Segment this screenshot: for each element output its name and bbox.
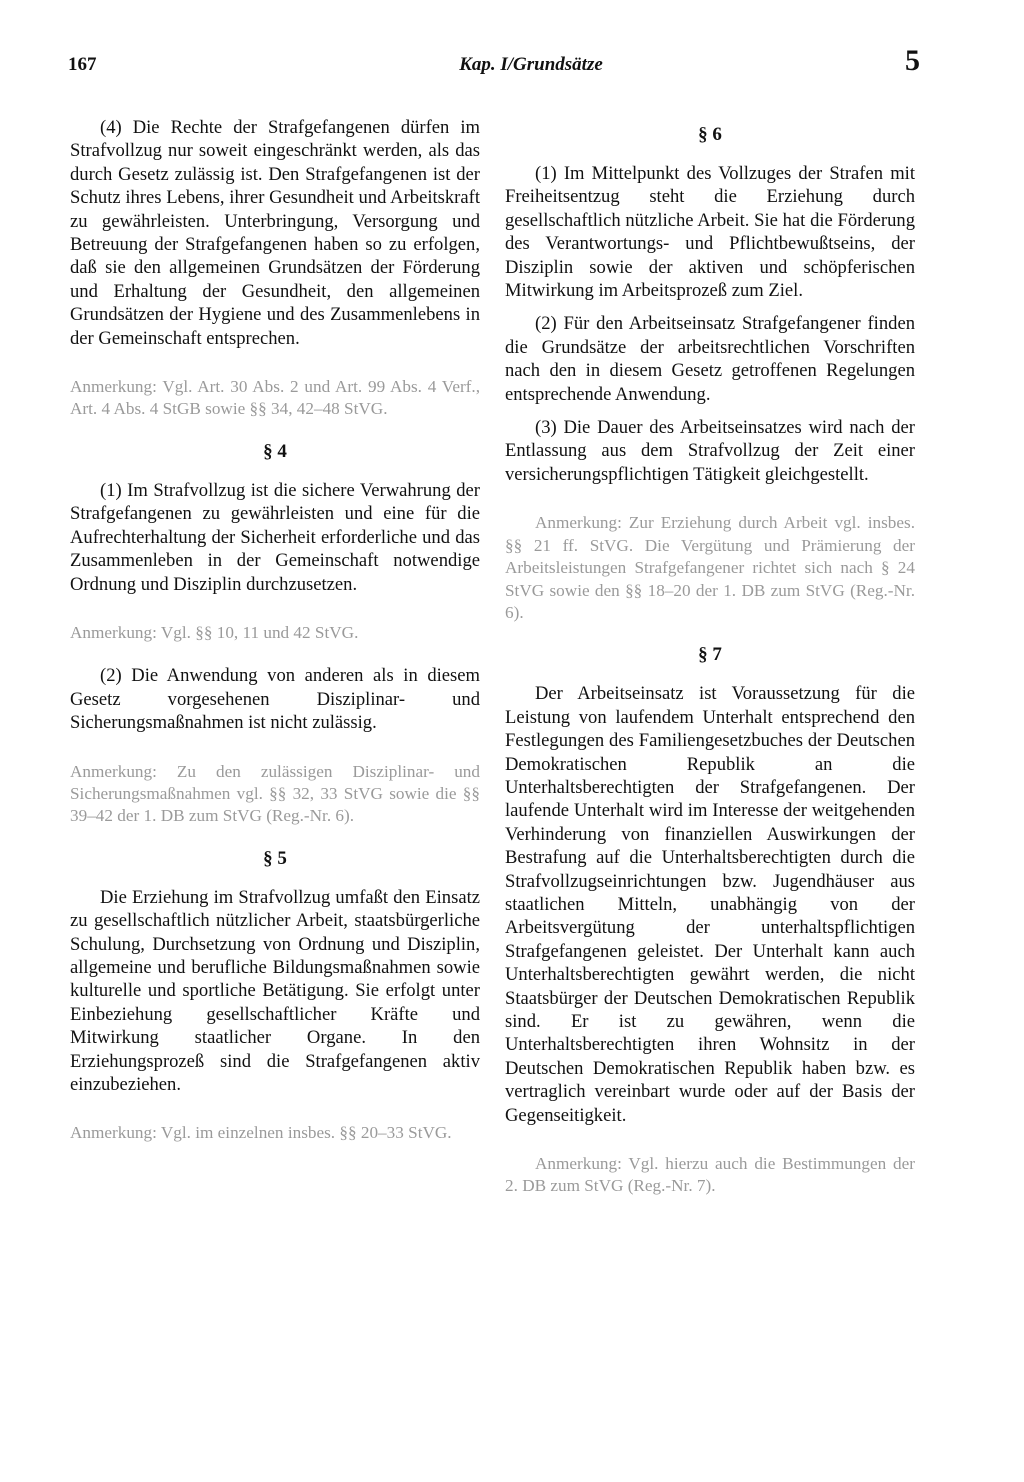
section-heading-4: § 4	[263, 440, 287, 462]
section-number: 5	[905, 44, 920, 77]
annotation-7: Anmerkung: Vgl. hierzu auch die Bestimmungen der 2. DB zum StVG (Reg.-Nr. 7).	[505, 1154, 915, 1196]
section-heading-7: § 7	[698, 644, 722, 666]
left-column	[70, 116, 480, 1165]
chapter-title: Kap. I/Grundsätze	[459, 54, 603, 75]
page-header	[68, 44, 920, 88]
right-column	[505, 116, 915, 1218]
paragraph-6-2: (2) Für den Arbeitseinsatz Strafgefangener finden die Grundsätze der arbeitsrechtlichen Vorschriften nach den in diesem Gesetz getroffenen Regelungen entsprechende Anwendung.	[505, 313, 915, 405]
annotation-6: Anmerkung: Zur Erziehung durch Arbeit vgl. insbes. §§ 21 ff. StVG. Die Vergütung und Prämierung der Arbeitsleistungen Strafgefangener richtet sich nach § 24 StVG sowie den §§ 18–20 der 1. DB zum StVG (Reg.-Nr. 6).	[505, 513, 915, 622]
section-heading-5: § 5	[263, 847, 287, 869]
paragraph-3-4: (4) Die Rechte der Strafgefangenen dürfen im Strafvollzug nur soweit eingeschränkt werden, als das durch Gesetz zulässig ist. Den Strafgefangenen ist der Schutz ihres Lebens, ihrer Gesundheit und Arbeitskraft zu gewährleisten. Unterbringung, Versorgung und Betreuung der Strafgefangenen haben so zu erfolgen, daß sie den allgemeinen Grundsätzen der Förderung und Erhaltung der Gesundheit, den allgemeinen Grundsätzen der Hygiene und des Zusammenlebens in der Gemeinschaft entsprechen.	[70, 117, 480, 349]
paragraph-6-1: (1) Im Mittelpunkt des Vollzuges der Strafen mit Freiheitsentzug steht die Erziehung durch gesellschaftlich nützliche Arbeit. Sie hat die Förderung des Verantwortungs- und Pflichtbewußtseins, der Disziplin sowie der aktiven und schöpferischen Mitwirkung im Arbeitsprozeß zum Ziel.	[505, 163, 915, 302]
annotation-3: Anmerkung: Vgl. Art. 30 Abs. 2 und Art. 99 Abs. 4 Verf., Art. 4 Abs. 4 StGB sowie §§ 34, 42–48 StVG.	[70, 377, 480, 419]
annotation-4-2: Anmerkung: Zu den zulässigen Disziplinar- und Sicherungsmaßnahmen vgl. §§ 32, 33 StVG sowie die §§ 39–42 der 1. DB zum StVG (Reg.-Nr. 6).	[70, 761, 480, 826]
paragraph-4-2: (2) Die Anwendung von anderen als in diesem Gesetz vorgesehenen Disziplinar- und Sicherungsmaßnahmen ist nicht zulässig.	[70, 665, 480, 734]
section-heading-6: § 6	[698, 124, 722, 145]
paragraph-7: Der Arbeitseinsatz ist Voraussetzung für die Leistung von laufendem Unterhalt entsprechend den Festlegungen des Familiengesetzbuches der Deutschen Demokratischen Republik an die Unterhaltsberechtigten der Strafgefangenen. Der laufende Unterhalt wird im Interesse der weitgehenden Verhinderung von finanziellen Auswirkungen der Bestrafung auf die Unterhaltsberechtigten durch die Strafvollzugseinrichtungen bzw. Jugendhäuser aus staatlichen Mitteln, unabhängig von der Arbeitsvergütung der unterhaltspflichtigen Strafgefangenen geleistet. Der Unterhalt kann auch Unterhaltsberechtigten gewährt werden, die nicht Staatsbürger der Deutschen Demokratischen Republik sind. Er ist zu gewähren, wenn die Unterhaltsberechtigten ihren Wohnsitz in der Deutschen Demokratischen Republik haben bzw. es vertraglich vereinbart wurde oder auf der Basis der Gegenseitigkeit.	[505, 683, 915, 1126]
paragraph-4-1: (1) Im Strafvollzug ist die sichere Verwahrung der Strafgefangenen zu gewährleisten und eine für die Aufrechterhaltung der Sicherheit erforderliche und das Zusammenleben in der Gemeinschaft notwendige Ordnung und Disziplin durchzusetzen.	[70, 479, 480, 595]
annotation-4-1: Anmerkung: Vgl. §§ 10, 11 und 42 StVG.	[70, 622, 359, 642]
paragraph-5: Die Erziehung im Strafvollzug umfaßt den Einsatz zu gesellschaftlich nützlicher Arbeit, staatsbürgerliche Schulung, Durchsetzung von Ordnung und Disziplin, allgemeine und berufliche Bildungsmaßnahmen sowie kulturelle und sportliche Betätigung. Sie erfolgt unter Einbeziehung gesellschaftlicher Kräfte und Mitwirkung staatlicher Organe. In den Erziehungsprozeß sind die Strafgefangenen aktiv einzubeziehen.	[70, 886, 480, 1095]
page-number: 167	[68, 54, 97, 75]
paragraph-6-3: (3) Die Dauer des Arbeitseinsatzes wird nach der Entlassung aus dem Strafvollzug der Zeit einer versicherungspflichtigen Tätigkeit gleichgestellt.	[505, 417, 915, 485]
annotation-5: Anmerkung: Vgl. im einzelnen insbes. §§ 20–33 StVG.	[70, 1123, 452, 1143]
